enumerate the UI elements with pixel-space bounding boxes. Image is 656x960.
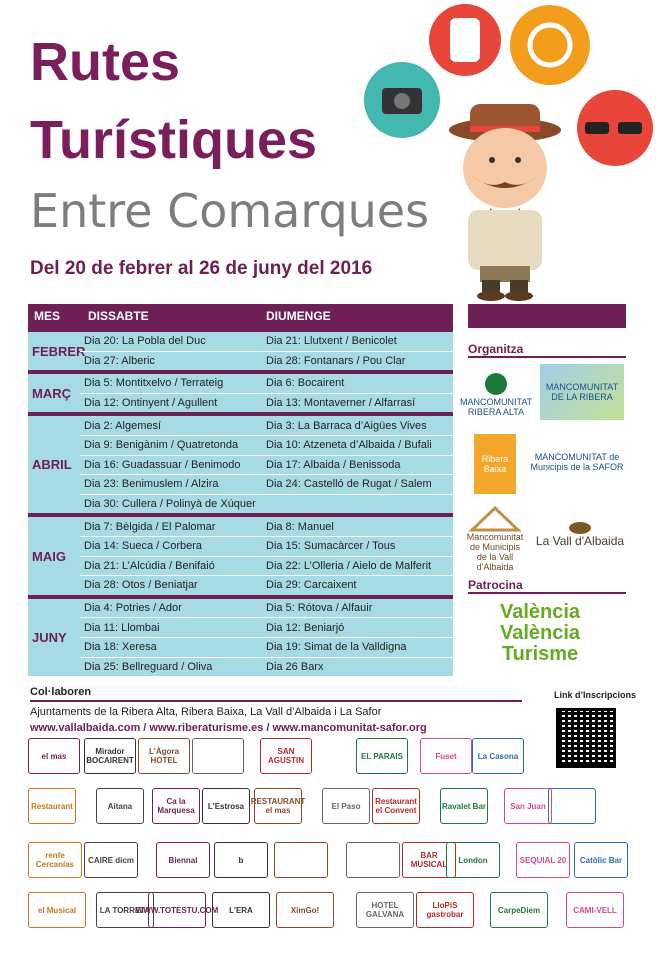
saturday-cell: Dia 5: Montitxelvo / Terrateig — [84, 377, 224, 390]
month-block — [28, 412, 453, 513]
schedule-table — [28, 304, 453, 676]
collab-divider — [30, 700, 522, 702]
saturday-cell: Dia 27: Alberic — [84, 354, 155, 367]
month-name: FEBRER — [32, 343, 86, 359]
sponsor-logo: London — [446, 842, 500, 878]
schedule-row — [80, 394, 453, 413]
schedule-row — [80, 537, 453, 557]
sponsor-logo: RESTAURANT el mas — [254, 788, 302, 824]
inscripcions-label: Link d’Inscripcions — [554, 690, 637, 700]
sunday-cell: Dia 13: Montaverner / Alfarrasí — [266, 397, 416, 410]
saturday-cell: Dia 23: Benimuslem / Alzira — [84, 478, 219, 491]
schedule-row — [80, 638, 453, 658]
month-name: JUNY — [32, 629, 67, 645]
title-line3: Entre Comarques — [30, 184, 430, 238]
patrocina-divider — [468, 592, 626, 594]
sponsor-logo: el Musical — [28, 892, 86, 928]
month-block — [28, 370, 453, 412]
sponsor-logo: el mas — [28, 738, 80, 774]
sponsor-logo — [346, 842, 400, 878]
schedule-row — [80, 374, 453, 394]
saturday-cell: Dia 20: La Pobla del Duc — [84, 335, 206, 348]
schedule-row — [80, 475, 453, 495]
sponsor-logo: Biennal — [156, 842, 210, 878]
saturday-cell: Dia 4: Potries / Ador — [84, 602, 182, 615]
schedule-row — [80, 576, 453, 595]
saturday-cell: Dia 30: Cullera / Polinyà de Xúquer — [84, 498, 256, 511]
saturday-cell: Dia 25: Bellreguard / Oliva — [84, 660, 213, 673]
saturday-cell: Dia 18: Xeresa — [84, 641, 157, 654]
saturday-cell: Dia 28: Otos / Beniatjar — [84, 579, 198, 592]
month-name: MARÇ — [32, 385, 71, 401]
month-block — [28, 328, 453, 370]
sunday-cell: Dia 6: Bocairent — [266, 377, 345, 390]
schedule-row — [80, 658, 453, 677]
saturday-cell: Dia 16: Guadassuar / Benimodo — [84, 458, 241, 471]
sunday-cell: Dia 3: La Barraca d’Aigües Vives — [266, 419, 427, 432]
sunday-cell: Dia 17: Albaida / Benissoda — [266, 458, 401, 471]
title-line2: Turístiques — [30, 110, 318, 170]
logo-mancomunitat-vall-albaida: Mancomunitat de Municipis de la Vall d'Albaida — [464, 506, 526, 572]
saturday-cell: Dia 12: Ontinyent / Agullent — [84, 397, 218, 410]
sunday-cell: Dia 21: Llutxent / Benicolet — [266, 335, 397, 348]
sponsor-logo: b — [214, 842, 268, 878]
logo-ribera-map: MANCOMUNITAT DE LA RIBERA — [540, 364, 624, 420]
sponsor-logo: XimGo! — [276, 892, 334, 928]
glasses-icon — [585, 122, 609, 134]
sponsor-logo: LA TORRETA — [96, 892, 154, 928]
sponsor-logo: CAIRE dicm — [84, 842, 138, 878]
organitza-divider — [468, 356, 626, 358]
title-line1: Rutes — [30, 32, 181, 92]
sponsor-logo: San Juan — [504, 788, 552, 824]
hiker-illustration — [360, 0, 656, 302]
sunday-cell: Dia 28: Fontanars / Pou Clar — [266, 354, 406, 367]
food-bubble — [510, 5, 590, 85]
patrocina-label: Patrocina — [468, 578, 523, 592]
sunday-cell: Dia 8: Manuel — [266, 520, 334, 533]
sunday-cell: Dia 15: Sumacàrcer / Tous — [266, 540, 396, 553]
schedule-row — [80, 557, 453, 577]
sponsor-logo: BAR MUSICAL — [402, 842, 456, 878]
right-header-bar — [468, 304, 626, 328]
sponsor-logo: Aitana — [96, 788, 144, 824]
sponsor-logo — [192, 738, 244, 774]
logo-la-vall-albaida: La Vall d'Albaida — [532, 514, 628, 554]
sponsor-logo: Restaurant — [28, 788, 76, 824]
month-name: MAIG — [32, 548, 66, 564]
saturday-cell: Dia 11: Llombai — [84, 621, 160, 634]
sunday-cell: Dia 19: Simat de la Valldigna — [266, 641, 407, 654]
sponsor-logo: Mirador BOCAIRENT — [84, 738, 136, 774]
sunday-cell: Dia 12: Beniarjó — [266, 621, 345, 634]
sponsor-logo: Ravalet Bar — [440, 788, 488, 824]
header-diumenge: DIUMENGE — [266, 309, 331, 323]
schedule-row — [80, 416, 453, 436]
schedule-row — [80, 517, 453, 537]
sponsor-logo: HOTEL GALVANA — [356, 892, 414, 928]
collab-urls[interactable]: www.vallalbaida.com / www.riberaturisme.es / www.mancomunitat-safor.org — [30, 722, 427, 734]
valencia-turisme-logo: València València Turisme — [500, 601, 581, 665]
sponsor-logo — [274, 842, 328, 878]
schedule-row — [80, 618, 453, 638]
sunday-cell: Dia 26 Barx — [266, 660, 324, 673]
sponsor-logo: L'Estrosa — [202, 788, 250, 824]
sponsor-logo: La Casona — [472, 738, 524, 774]
month-block — [28, 595, 453, 676]
header-dissabte: DISSABTE — [88, 309, 149, 323]
backpack-icon — [450, 18, 480, 62]
schedule-row — [80, 599, 453, 619]
schedule-row — [80, 456, 453, 476]
logo-ribera-baixa: Ribera Baixa — [474, 434, 516, 494]
sponsor-logo: Restaurant el Convent — [372, 788, 420, 824]
sponsor-logo: SAN AGUSTIN — [260, 738, 312, 774]
sponsor-logo: EL PARAIS — [356, 738, 408, 774]
logo-safor: MANCOMUNITAT de Municipis de la SAFOR — [530, 452, 624, 472]
collab-title: Col·laboren — [30, 686, 92, 698]
shirt — [468, 210, 542, 270]
table-header — [28, 304, 453, 328]
sunday-cell: Dia 24: Castelló de Rugat / Salem — [266, 478, 432, 491]
sponsor-logo — [548, 788, 596, 824]
sponsor-logo: Ca la Marquesa — [152, 788, 200, 824]
logo-ribera-alta: MANCOMUNITAT RIBERA ALTA — [466, 364, 526, 424]
sponsor-logo: El Paso — [322, 788, 370, 824]
sponsor-logo: Fuset — [420, 738, 472, 774]
sponsor-logo: renfe Cercanías — [28, 842, 82, 878]
sponsor-logo: CarpeDiem — [490, 892, 548, 928]
schedule-row — [80, 436, 453, 456]
sunday-cell: Dia 5: Rótova / Alfauir — [266, 602, 373, 615]
sponsor-logo: L'Àgora HOTEL — [138, 738, 190, 774]
sponsor-logo: L'ERA — [212, 892, 270, 928]
saturday-cell: Dia 2: Algemesí — [84, 419, 162, 432]
collab-line: Ajuntaments de la Ribera Alta, Ribera Baixa, La Vall d’Albaida i La Safor — [30, 706, 382, 718]
saturday-cell: Dia 7: Bèlgida / El Palomar — [84, 520, 216, 533]
saturday-cell: Dia 9: Benigànim / Quatretonda — [84, 439, 239, 452]
sponsor-logo: CAMI-VELL — [566, 892, 624, 928]
schedule-row — [80, 332, 453, 352]
sponsor-logo: SEQUIAL 20 — [516, 842, 570, 878]
face — [463, 128, 547, 208]
date-range: Del 20 de febrer al 26 de juny del 2016 — [30, 258, 373, 279]
month-block — [28, 513, 453, 594]
schedule-row — [80, 495, 453, 514]
organitza-label: Organitza — [468, 342, 524, 356]
sponsor-logo: WWW.TOTESTU.COM — [148, 892, 206, 928]
sunday-cell: Dia 22: L’Olleria / Aielo de Malferit — [266, 559, 432, 572]
saturday-cell: Dia 21: L’Alcúdia / Benifaió — [84, 559, 215, 572]
header-mes: MES — [34, 309, 61, 323]
sunday-cell: Dia 10: Atzeneta d’Albaida / Bufali — [266, 439, 432, 452]
sunday-cell: Dia 29: Carcaixent — [266, 579, 357, 592]
saturday-cell: Dia 14: Sueca / Corbera — [84, 540, 203, 553]
sponsor-logo: LloPiS gastrobar — [416, 892, 474, 928]
sponsor-logo: Catòlic Bar — [574, 842, 628, 878]
schedule-row — [80, 352, 453, 371]
qr-code[interactable] — [556, 708, 616, 768]
month-name: ABRIL — [32, 457, 72, 473]
